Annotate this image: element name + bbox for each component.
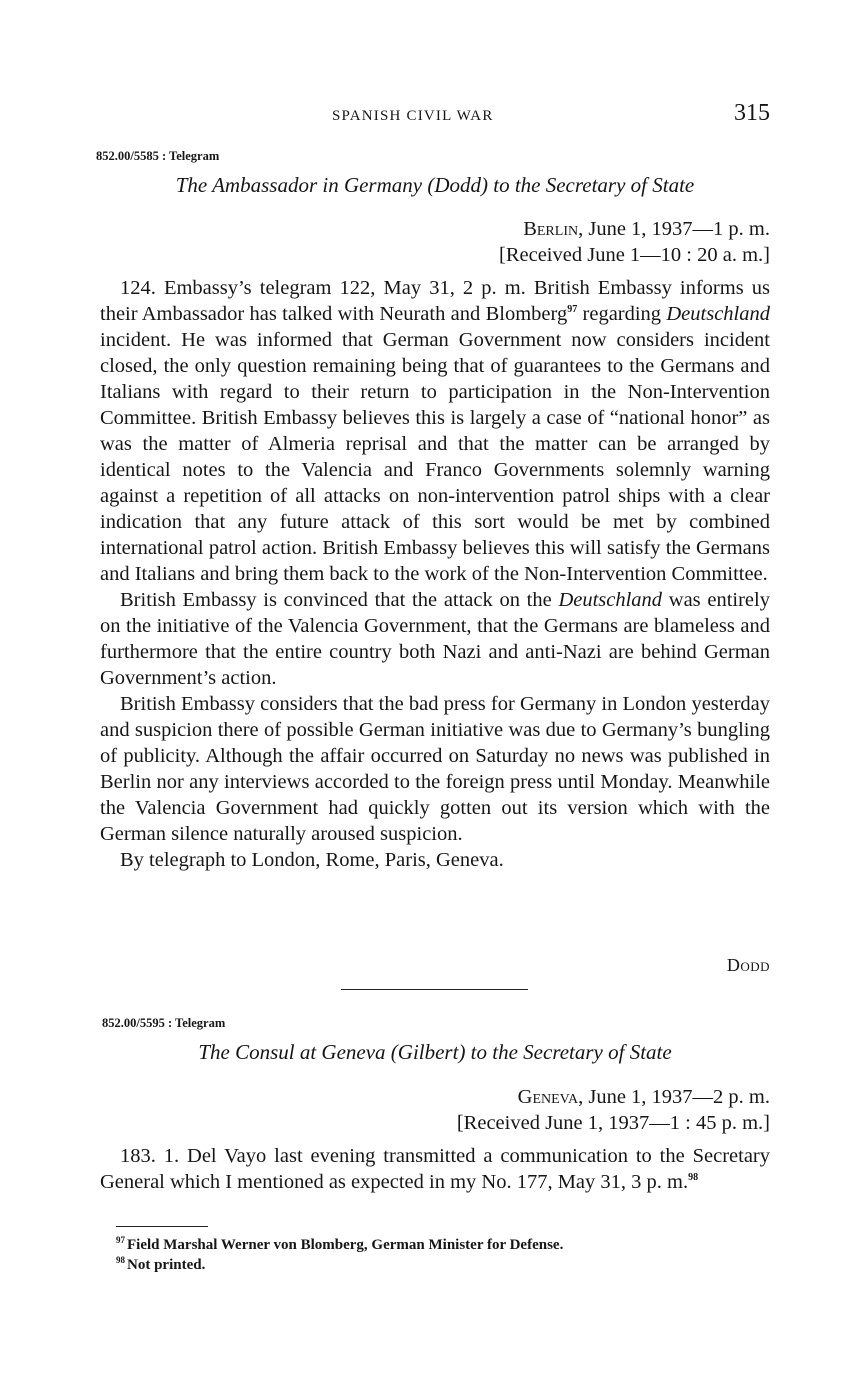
dateline-2 bbox=[457, 1084, 770, 1136]
footnote-ref: 98 bbox=[688, 1172, 699, 1184]
paragraph bbox=[100, 1143, 770, 1195]
footnote bbox=[116, 1255, 770, 1275]
paragraph: By telegraph to London, Rome, Paris, Geneva. bbox=[120, 849, 504, 871]
ship-name: Deutschland bbox=[666, 303, 770, 325]
dateline-place-1: Berlin bbox=[523, 218, 579, 240]
dateline-received-2: [Received June 1, 1937—1 : 45 p. m.] bbox=[456, 1112, 770, 1134]
dateline-1 bbox=[499, 216, 770, 268]
doc-title-1: The Ambassador in Germany (Dodd) to the Secretary of State bbox=[175, 173, 695, 197]
footnote-mark: 97 bbox=[116, 1235, 125, 1245]
paragraph-text: 183. 1. Del Vayo last evening transmitted a communication to the Secretary General which I mentioned as expected in my No. 177, May 31, 3 p. m. bbox=[100, 1145, 770, 1193]
dateline-date-2: , June 1, 1937—2 p. m. bbox=[578, 1086, 770, 1108]
footnote-text: Field Marshal Werner von Blomberg, German Minister for Defense. bbox=[127, 1237, 564, 1253]
dateline-received-1: [Received June 1—10 : 20 a. m.] bbox=[499, 244, 770, 266]
running-head bbox=[100, 100, 770, 132]
running-title: SPANISH CIVIL WAR bbox=[332, 108, 494, 124]
footnotes bbox=[116, 1235, 770, 1275]
ship-name: Deutschland bbox=[558, 589, 663, 611]
footnote-ref: 97 bbox=[567, 304, 578, 316]
paragraph-text: British Embassy is convinced that the attack on the bbox=[120, 589, 559, 611]
footnote-text: Not printed. bbox=[127, 1257, 206, 1273]
footnote bbox=[116, 1235, 770, 1255]
footnote-mark: 98 bbox=[116, 1255, 125, 1265]
dateline-date-1: , June 1, 1937—1 p. m. bbox=[578, 218, 770, 240]
body-text-2 bbox=[100, 1143, 770, 1195]
paragraph: British Embassy considers that the bad press for Germany in London yesterday and suspicion there of possible German initiative was due to Germany’s bungling of publicity. Although the affair occurred on Saturday no news was published in Berlin nor any interviews accorded to the foreign press until Monday. Meanwhile the Valencia Government had quickly gotten out its version which with the German silence naturally aroused suspicion. bbox=[100, 693, 770, 845]
dateline-place-2: Geneva bbox=[517, 1086, 579, 1108]
file-number-2: 852.00/5595 : Telegram bbox=[102, 1016, 226, 1030]
footnote-rule bbox=[116, 1226, 208, 1227]
signature: Dodd bbox=[726, 955, 770, 975]
page-number: 315 bbox=[734, 100, 770, 126]
paragraph-text: was entirely on the initiative of the Valencia Government, that the Germans are blameless and furthermore that the entire country both Nazi and anti-Nazi are behind German Government’s action. bbox=[100, 589, 770, 689]
dateline-sent-2 bbox=[457, 1084, 770, 1110]
body-text-1 bbox=[100, 275, 770, 873]
paragraph-text: incident. He was informed that German Government now considers incident closed, the only question remaining being that of guarantees to the Germans and Italians with regard to their return to participation in the Non-Intervention Committee. British Embassy believes this is largely a case of “national honor” as was the matter of Almeria reprisal and that the matter can be arranged by identical notes to the Valencia and Franco Governments solemnly warning against a repetition of all attacks on non-intervention patrol ships with a clear indication that any future attack of this sort would be met by combined international patrol action. British Embassy believes this will satisfy the Germans and Italians and bring them back to the work of the Non-Intervention Committee. bbox=[100, 329, 770, 585]
dateline-sent-1 bbox=[499, 216, 770, 242]
section-divider bbox=[341, 989, 528, 990]
paragraph bbox=[100, 275, 770, 587]
file-number-1: 852.00/5585 : Telegram bbox=[96, 149, 220, 163]
paragraph-text: regarding bbox=[577, 303, 667, 325]
doc-title-2: The Consul at Geneva (Gilbert) to the Secretary of State bbox=[198, 1040, 672, 1064]
paragraph-text: 124. Embassy’s telegram 122, May 31, 2 p. m. British Embassy informs us their Ambassador has talked with Neurath and Blomberg bbox=[100, 277, 770, 325]
paragraph bbox=[100, 587, 770, 691]
